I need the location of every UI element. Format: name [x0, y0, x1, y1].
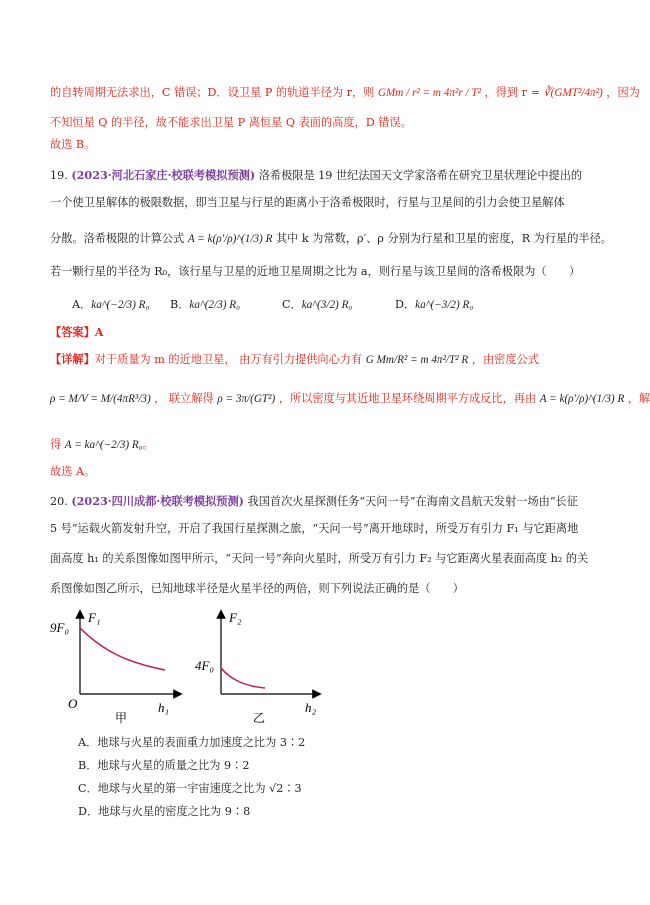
force-curve-a — [80, 628, 165, 670]
option-label: C． — [282, 298, 302, 311]
option-value: ka^(2/3) R₀ — [189, 299, 240, 311]
detail-text-end-2: ，解 — [627, 392, 650, 405]
q19-option-b[interactable] — [170, 296, 240, 312]
force-curve-b — [221, 668, 265, 688]
detail-text: 对于质量为 m 的近地卫星， 由万有引力提供向心力有 — [94, 353, 363, 366]
prev-solution-text-end: ，因为 — [606, 86, 640, 99]
q19-text: 洛希极限是 19 世纪法国天文学家洛希在研究卫星状理论中提出的 — [258, 169, 583, 182]
q19-source: (2023·河北石家庄·校联考模拟预测) — [71, 168, 256, 182]
q19-formula-intro: 分散。洛希极限的计算公式 — [50, 232, 185, 245]
roche-formula: A = k(ρ′/ρ)^(1/3) R — [187, 233, 273, 245]
x-label: h₂ — [305, 700, 317, 715]
q19-option-d[interactable] — [395, 296, 473, 312]
gravity-equation: G Mm/R² = m 4π²/T² R — [365, 354, 469, 366]
q19-option-a[interactable] — [72, 296, 149, 312]
prev-solution-text: 的自转周期无法求出，C 错误；D．设卫星 P 的轨道半径为 r，则 — [50, 86, 375, 99]
prev-solution-line-1 — [50, 86, 640, 100]
q20-number: 20. — [50, 495, 68, 508]
radius-equation: ∛(GMT²/4π²) — [543, 87, 603, 99]
q20-choice-d[interactable]: D．地球与火星的密度之比为 9∶8 — [78, 805, 251, 818]
q19-line-2: 一个使卫星解体的极限数据，即当卫星与行星的距离小于洛希极限时，行星与卫星间的引力会使卫星解体 — [50, 196, 565, 209]
y-label: F₂ — [229, 610, 242, 625]
q19-pick: 故选 A。 — [50, 465, 96, 478]
y-label: F₁ — [88, 610, 101, 625]
q19-line-1 — [50, 168, 582, 183]
prev-solution-text-mid: ，得到 r = — [484, 86, 540, 99]
q19-option-c[interactable] — [282, 296, 352, 312]
start-value: 4F₀ — [195, 658, 214, 673]
q20-line-1 — [50, 494, 578, 509]
graph-a — [50, 608, 185, 726]
q19-formula-desc: 其中 k 为常数，ρ′、ρ 分别为行星和卫星的密度，R 为行星的半径。 — [275, 232, 612, 245]
orbit-equation: GMm / r² = m 4π²r / T² — [377, 87, 481, 99]
q20-choice-c[interactable]: C．地球与火星的第一宇宙速度之比为 √2∶3 — [78, 782, 302, 795]
caption: 甲 — [115, 711, 128, 725]
q20-line-4: 系图像如图乙所示，已知地球半径是火星半径的两倍，则下列说法正确的是（ ） — [50, 582, 464, 595]
q19-detail-2 — [50, 392, 650, 406]
option-value: ka^(3/2) R₀ — [301, 299, 353, 311]
q19-detail-3 — [50, 438, 154, 452]
q19-line-3 — [50, 232, 612, 246]
detail-text-mid: ， 联立解得 — [154, 392, 214, 405]
graph-b — [195, 608, 325, 726]
q19-line-4: 若一颗行星的半径为 R₀，该行星与卫星的近地卫星周期之比为 a，则行星与该卫星间的洛希极限为（ ） — [50, 265, 581, 278]
q20-choice-b[interactable]: B．地球与火星的质量之比为 9∶2 — [78, 759, 250, 772]
option-label: D． — [395, 298, 416, 311]
option-label: A． — [72, 298, 92, 311]
prev-pick: 故选 B。 — [50, 138, 96, 151]
option-value: ka^(−2/3) R₀ — [91, 299, 150, 311]
caption: 乙 — [253, 711, 266, 725]
detail-text-3: 得 — [50, 438, 62, 451]
detail-label: 【详解】 — [50, 352, 95, 366]
detail-text-end: ，由密度公式 — [471, 353, 539, 366]
q20-line-3: 面高度 h₁ 的关系图像如图甲所示，“天问一号”奔向火星时，所受万有引力 F₂ 与它距离火星表面高度 h₂ 的关 — [50, 552, 589, 565]
x-label: h₁ — [158, 700, 170, 715]
q20-choice-a[interactable]: A．地球与火星的表面重力加速度之比为 3∶2 — [78, 736, 306, 749]
q19-detail-1 — [50, 352, 539, 367]
density-result: ρ = 3π/(GT²) — [217, 393, 276, 405]
q20-source: (2023·四川成都·校联考模拟预测) — [71, 494, 244, 508]
prev-solution-line-2: 不知恒星 Q 的半径，故不能求出卫星 P 离恒星 Q 表面的高度，D 错误。 — [50, 116, 412, 129]
option-label: B． — [170, 298, 190, 311]
q19-answer: 【答案】A — [50, 325, 104, 339]
option-value: ka^(−3/2) R₀ — [415, 299, 474, 311]
q20-line-2: 5 号”运载火箭发射升空，开启了我国行星探测之旅，“天问一号”离开地球时，所受万有引力 F₁ 与它距离地 — [50, 522, 579, 535]
density-equation: ρ = M/V = M/(4πR³/3) — [50, 393, 151, 405]
q19-number: 19. — [50, 169, 68, 182]
detail-text-2: ，所以密度与其近地卫星环绕周期平方成反比，再由 — [278, 392, 537, 405]
final-result: A = ka^(−2/3) R₀ — [64, 439, 143, 451]
start-value: 9F₀ — [50, 620, 69, 635]
roche-formula-2: A = k(ρ′/ρ)^(1/3) R — [539, 393, 625, 405]
origin-label: O — [68, 696, 78, 711]
detail-period: 。 — [142, 438, 154, 451]
q20-text: 我国首次火星探测任务“天问一号”在海南文昌航天发射一场由“长征 — [247, 495, 578, 508]
